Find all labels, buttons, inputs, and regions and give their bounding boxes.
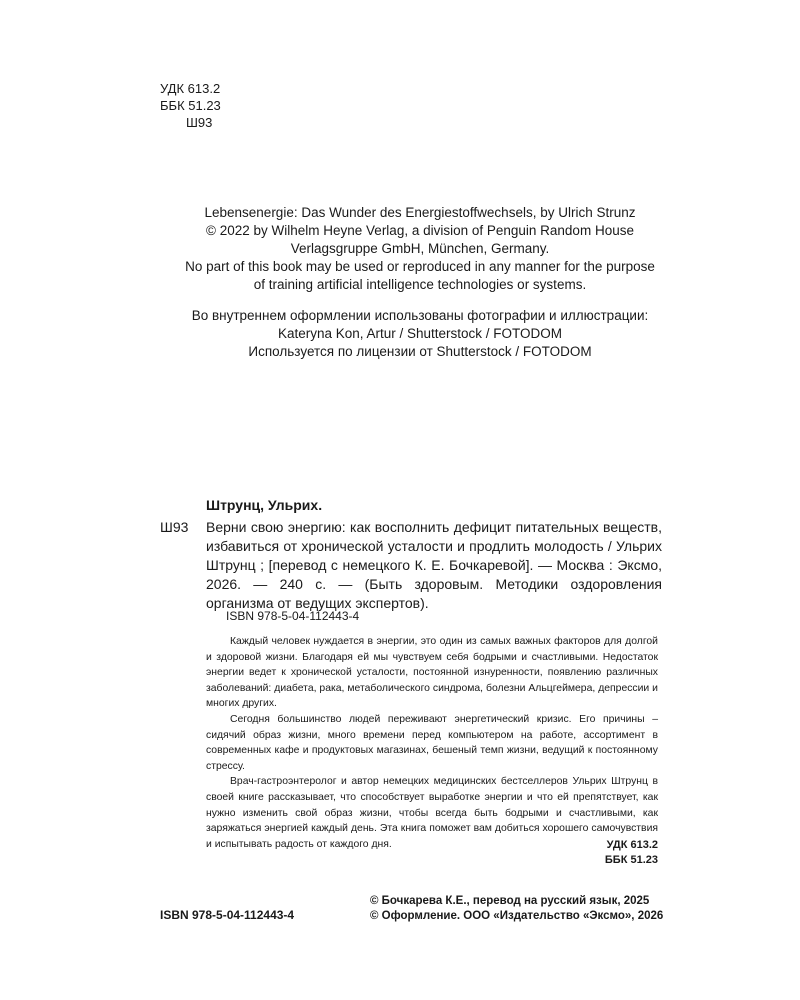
classification-codes bbox=[160, 80, 221, 131]
footer-isbn: ISBN 978-5-04-112443-4 bbox=[160, 908, 295, 922]
copyright-line: © 2022 by Wilhelm Heyne Verlag, a division of Penguin Random House bbox=[206, 223, 634, 238]
credits-line: Kateryna Kon, Artur / Shutterstock / FOTODOM bbox=[277, 326, 563, 341]
credits-line: Используется по лицензии от Shutterstock / FOTODOM bbox=[248, 344, 592, 359]
copyright-line: of training artificial intelligence technologies or systems. bbox=[253, 277, 587, 292]
bibliographic-isbn: ISBN 978-5-04-112443-4 bbox=[226, 609, 360, 623]
footer-copyrights bbox=[370, 894, 663, 924]
design-copyright: © Оформление. ООО «Издательство «Эксмо», 2026 bbox=[370, 910, 664, 922]
copyright-line: No part of this book may be used or reproduced in any manner for the purpose bbox=[185, 259, 655, 274]
copyright-line: Lebensenergie: Das Wunder des Energiestoffwechsels, by Ulrich Strunz bbox=[204, 205, 636, 220]
translation-copyright: © Бочкарева К.Е., перевод на русский язык, 2025 bbox=[370, 895, 650, 907]
book-annotation bbox=[206, 634, 658, 852]
cutter-code: Ш93 bbox=[186, 115, 213, 130]
annotation-paragraph: Каждый человек нуждается в энергии, это один из самых важных факторов для долгой и здоровой жизни. Благодаря ей мы чувствуем себя бодрыми и счастливыми. Недостаток энергии ведет к хронической усталости, постоянной изнуренности, появлению различных заболеваний: диабета, рака, метаболического синдрома, болезни Альцгеймера, депрессии и многих других. bbox=[206, 636, 658, 710]
bbk-code: ББК 51.23 bbox=[604, 854, 658, 866]
udk-code: УДК 613.2 bbox=[606, 839, 658, 851]
author-heading: Штрунц, Ульрих. bbox=[206, 497, 323, 513]
bbk-code: ББК 51.23 bbox=[160, 98, 221, 113]
original-copyright-notice bbox=[160, 204, 680, 294]
bibliographic-description: Верни свою энергию: как восполнить дефицит питательных веществ, избавиться от хронической усталости и продлить молодость / Ульрих Штрунц ; [перевод с немецкого К. Е. Бочкаревой]. — Москва : Эксмо, 2026. — 240 с. — (Быть здоровым. Методики оздоровления организма от ведущих экспертов). bbox=[206, 519, 662, 611]
illustrations-credits bbox=[160, 307, 680, 361]
credits-line: Во внутреннем оформлении использованы фотографии и иллюстрации: bbox=[191, 308, 649, 323]
annotation-classification-codes bbox=[560, 838, 658, 868]
udk-code: УДК 613.2 bbox=[160, 81, 221, 96]
annotation-paragraph: Сегодня большинство людей переживают энергетический кризис. Его причины – сидячий образ жизни, много времени перед компьютером на работе, ассортимент в современных кафе и продуктовых магазинах, бешеный темп жизни, ведущий к постоянному стрессу. bbox=[206, 713, 658, 772]
annotation-paragraph: Врач-гастроэнтеролог и автор немецких медицинских бестселлеров Ульрих Штрунц в своей книге рассказывает, что способствует выработке энергии и что ей препятствует, как нужно изменить свой образ жизни, чтобы всегда быть бодрыми и счастливыми, как заряжаться энергией каждый день. Эта книга поможет вам добиться хорошего самочувствия и испытывать радость от каждого дня. bbox=[206, 776, 658, 850]
bibliographic-cutter-code: Ш93 bbox=[160, 519, 189, 535]
copyright-line: Verlagsgruppe GmbH, München, Germany. bbox=[290, 241, 550, 256]
